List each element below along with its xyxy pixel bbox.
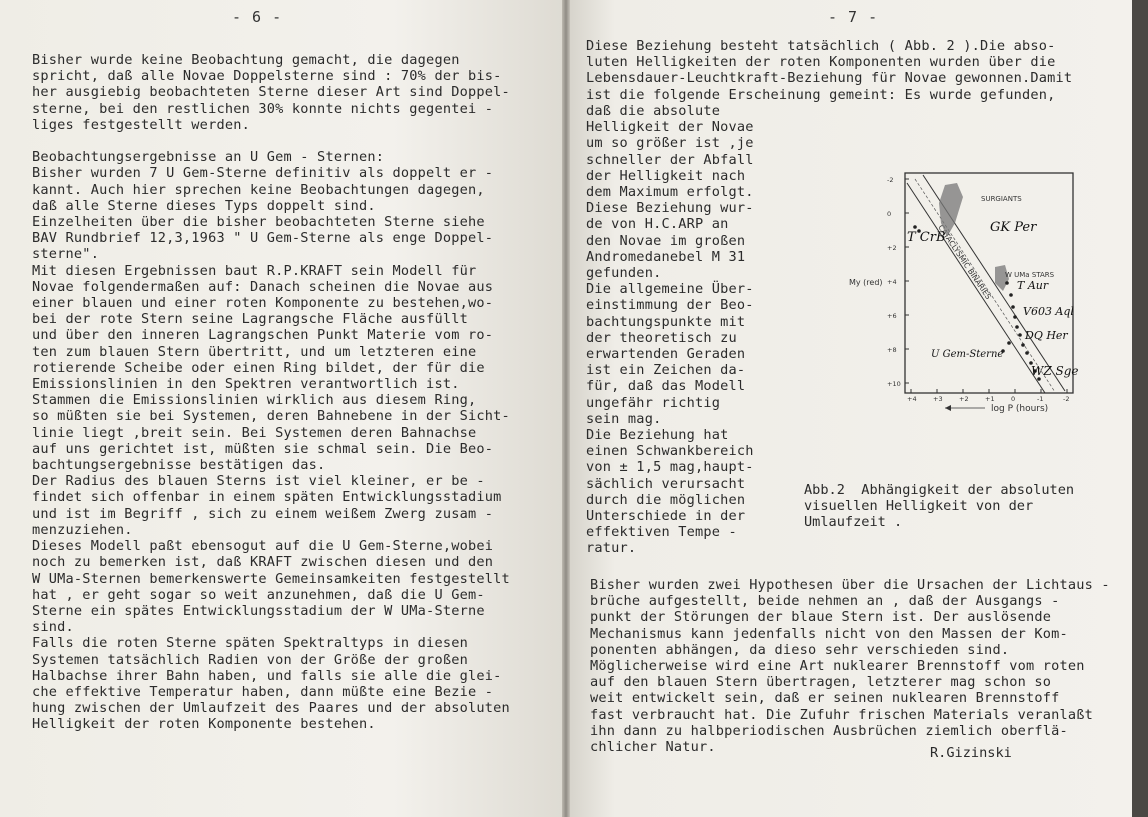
label-u-gem: U Gem-Sterne (931, 349, 1004, 360)
observation-point (913, 225, 917, 229)
right-page (570, 0, 1132, 817)
text-line: bei der rote Stern seine Lagrangsche Fläche ausfüllt (32, 311, 468, 328)
text-line: Der Radius des blauen Sterns ist viel kleiner, er be - (32, 473, 485, 490)
x-tick-label: +4 (907, 395, 917, 403)
text-line: durch die möglichen (586, 491, 746, 508)
text-line: um so größer ist ,je (586, 135, 754, 152)
text-line: auf uns gerichtet ist, müßten sie schmal sein. Die Beo- (32, 440, 494, 457)
x-tick-label: -2 (1063, 395, 1070, 403)
text-line: Dieses Modell paßt ebensogut auf die U Gem-Sterne,wobei (32, 538, 494, 555)
text-line: Lebensdauer-Leuchtkraft-Beziehung für Novae gewonnen.Damit (586, 70, 1073, 87)
text-line: ihn dann zu halbperiodischen Ausbrüchen ziemlich oberflä- (590, 722, 1068, 739)
observation-point (1015, 325, 1019, 329)
text-line: liges festgestellt werden. (32, 116, 250, 133)
band-label: CATACLYSMIC BINARIES (936, 223, 993, 301)
text-line: ponenten abhängen, da dieso sehr verschieden sind. (590, 641, 1010, 658)
text-line: der theoretisch zu (586, 329, 737, 346)
x-axis-arrowhead (945, 405, 951, 411)
right-page-column (586, 103, 754, 557)
text-line: Bisher wurde keine Beobachtung gemacht, die dagegen (32, 52, 460, 68)
text-line: hung zwischen der Umlaufzeit des Paares und der absoluten (32, 700, 510, 717)
text-line: her ausgiebig beobachteten Sterne dieser Art sind Doppel- (32, 84, 510, 101)
observation-point (1025, 351, 1029, 355)
text-line: sein mag. (586, 410, 662, 427)
text-line: Falls die roten Sterne späten Spektraltyps in diesen (32, 635, 468, 652)
observation-point (1009, 293, 1013, 297)
observation-point (1007, 341, 1011, 345)
book-gutter (562, 0, 570, 817)
text-line: Die Beziehung hat (586, 427, 729, 444)
text-line: dem Maximum erfolgt. (586, 184, 754, 201)
text-line: Mechanismus kann jedenfalls nicht von den Massen der Kom- (590, 625, 1068, 642)
page-number-left: - 6 - (232, 8, 283, 26)
label-t-crb: T CrB (907, 230, 946, 245)
text-line: sterne". (32, 246, 100, 263)
x-tick-label: -1 (1037, 395, 1044, 403)
observation-point (1011, 305, 1015, 309)
text-line: BAV Rundbrief 12,3,1963 " U Gem-Sterne als enge Doppel- (32, 230, 494, 247)
text-line: so müßten sie bei Systemen, deren Bahnebene in der Sicht- (32, 408, 510, 425)
text-line: linie liegt ,breit sein. Bei Systemen deren Bahnachse (32, 424, 477, 441)
background-edge (1132, 0, 1148, 817)
text-line: brüche aufgestellt, beide nehmen an , daß der Ausgangs - (590, 593, 1060, 610)
text-line: ungefähr richtig (586, 394, 721, 411)
x-tick-label: +1 (985, 395, 995, 403)
text-line: für, daß das Modell (586, 378, 746, 395)
text-line: sächlich verursacht (586, 475, 746, 492)
observation-point (1005, 281, 1009, 285)
text-line: Bisher wurden 7 U Gem-Sterne definitiv als doppelt er - (32, 165, 494, 182)
label-wz-sge: WZ Sge (1031, 364, 1079, 378)
text-line: Novae folgendermaßen auf: Danach scheinen die Novae aus (32, 278, 494, 295)
text-line: Einzelheiten über die bisher beobachteten Sterne siehe (32, 214, 485, 231)
text-line: bachtungsergebnisse bestätigen das. (32, 457, 326, 474)
text-line: de von H.C.ARP an (586, 216, 729, 233)
left-page (0, 0, 562, 817)
text-line: gefunden. (586, 265, 662, 282)
caption-line: Umlaufzeit . (804, 514, 903, 531)
text-line: hat , er geht sogar so weit anzunehmen, daß die U Gem- (32, 586, 485, 603)
text-line: daß alle Sterne dieses Typs doppelt sind. (32, 197, 376, 214)
text-line: sind. (32, 619, 74, 636)
text-line: den Novae im großen (586, 232, 746, 249)
text-line: Stammen die Emissionslinien wirklich aus diesem Ring, (32, 392, 477, 409)
text-line: Bisher wurden zwei Hypothesen über die Ursachen der Lichtaus - (590, 577, 1110, 593)
wuma-label: W UMa STARS (1005, 271, 1055, 279)
left-page-body (32, 52, 510, 733)
text-line: von ± 1,5 mag,haupt- (586, 459, 754, 476)
text-line: findet sich offenbar in einem späten Entwicklungsstadium (32, 489, 502, 506)
right-page-conclusion (590, 577, 1110, 755)
label-gk-per: GK Per (990, 220, 1037, 235)
y-tick-label: -2 (887, 176, 894, 184)
text-line: Diese Beziehung wur- (586, 200, 754, 217)
text-line: Helligkeit der roten Komponente bestehen. (32, 716, 376, 733)
text-line: Diese Beziehung besteht tatsächlich ( Abb. 2 ).Die abso- (586, 38, 1056, 54)
text-line: rotierende Scheibe oder einen Ring bildet, der für die (32, 359, 485, 376)
text-line: und ist im Begriff , sich zu einem weißem Zwerg zusam - (32, 505, 494, 522)
x-tick-label: +3 (933, 395, 943, 403)
observation-point (1018, 333, 1022, 337)
caption-line: Abb.2 Abhängigkeit der absoluten (804, 482, 1075, 498)
text-line: Andromedanebel M 31 (586, 248, 746, 265)
y-tick-label: +8 (887, 346, 897, 354)
text-line: Unterschiede in der (586, 508, 746, 525)
observation-point (1013, 315, 1017, 319)
supergiants-label: SURGIANTS (981, 195, 1022, 203)
text-line: einer blauen und einer roten Komponente zu bestehen,wo- (32, 295, 494, 312)
text-line: ten zum blauen Stern übertritt, und um letzteren eine (32, 343, 477, 360)
figure-abb2 (845, 165, 1095, 415)
y-tick-label: +10 (887, 380, 901, 388)
text-line: Systemen tatsächlich Radien von der Größe der großen (32, 651, 468, 668)
text-line: noch zu bemerken ist, daß KRAFT zwischen diesen und den (32, 554, 494, 571)
text-line: chlicher Natur. (590, 739, 716, 756)
text-line: Halbachse ihrer Bahn haben, und falls sie alle die glei- (32, 667, 502, 684)
label-v603-aql: V603 Aql (1023, 305, 1074, 318)
observation-point (1021, 343, 1025, 347)
text-line: Sterne ein spätes Entwicklungsstadium der W UMa-Sterne (32, 602, 485, 619)
text-line: bachtungspunkte mit (586, 313, 746, 330)
label-t-aur: T Aur (1017, 279, 1049, 292)
text-line: der Helligkeit nach (586, 167, 746, 184)
text-line: Die allgemeine Über- (586, 281, 754, 298)
text-line: Helligkeit der Novae (586, 119, 754, 136)
text-line (32, 133, 510, 149)
text-line: effektiven Tempe - (586, 524, 737, 541)
y-tick-label: +2 (887, 244, 897, 252)
y-tick-label: +6 (887, 312, 897, 320)
page-number-right: - 7 - (828, 8, 879, 26)
text-line: Beobachtungsergebnisse an U Gem - Sternen: (32, 149, 385, 166)
y-tick-label: +4 (887, 278, 897, 286)
x-tick-label: +2 (959, 395, 969, 403)
text-line: schneller der Abfall (586, 151, 754, 168)
figure-caption (804, 482, 1074, 531)
text-line: spricht, daß alle Novae Doppelsterne sind : 70% der bis- (32, 68, 502, 85)
text-line: weit entwickelt sein, daß er seinen nuklearen Brennstoff (590, 690, 1060, 707)
text-line: W UMa-Sternen bemerkenswerte Gemeinsamkeiten festgestellt (32, 570, 510, 587)
text-line: ist ein Zeichen da- (586, 362, 746, 379)
text-line: daß die absolute (586, 103, 721, 119)
x-axis-ticks (907, 389, 1069, 403)
text-line: luten Helligkeiten der roten Komponenten wurden über die (586, 54, 1056, 71)
x-tick-label: 0 (1011, 395, 1016, 403)
y-axis-ticks (887, 176, 909, 388)
text-line: Mit diesen Ergebnissen baut R.P.KRAFT sein Modell für (32, 262, 477, 279)
text-line: Möglicherweise wird eine Art nuklearer Brennstoff vom roten (590, 658, 1085, 675)
text-line: auf den blauen Stern übertragen, letzterer mag schon so (590, 674, 1052, 691)
caption-line: visuellen Helligkeit von der (804, 498, 1034, 515)
text-line: fast verbraucht hat. Die Zufuhr frischen Materials veranlaßt (590, 706, 1094, 723)
text-line: ratur. (586, 540, 637, 557)
text-line: Emissionslinien in den Spektren verantwortlich ist. (32, 376, 460, 393)
y-axis-label: My (red) (849, 278, 883, 287)
text-line: sterne, bei den restlichen 30% konnte nichts gegentei - (32, 100, 494, 117)
label-dq-her: DQ Her (1025, 329, 1068, 342)
text-line: und über den inneren Lagrangschen Punkt Materie vom ro- (32, 327, 494, 344)
text-line: che effektive Temperatur haben, dann müßte eine Bezie - (32, 683, 494, 700)
text-line: punkt der Störungen der blaue Stern ist. Der auslösende (590, 609, 1052, 626)
text-line: einen Schwankbereich (586, 443, 754, 460)
text-line: menzuziehen. (32, 521, 133, 538)
text-line: einstimmung der Beo- (586, 297, 754, 314)
right-page-intro (586, 38, 1072, 103)
x-axis-label: log P (hours) (991, 404, 1049, 414)
author-signature: R.Gizinski (930, 745, 1012, 761)
text-line: kannt. Auch hier sprechen keine Beobachtungen dagegen, (32, 181, 485, 198)
text-line: erwartenden Geraden (586, 346, 746, 363)
y-tick-label: 0 (887, 210, 892, 218)
text-line: ist die folgende Erscheinung gemeint: Es wurde gefunden, (586, 86, 1056, 103)
